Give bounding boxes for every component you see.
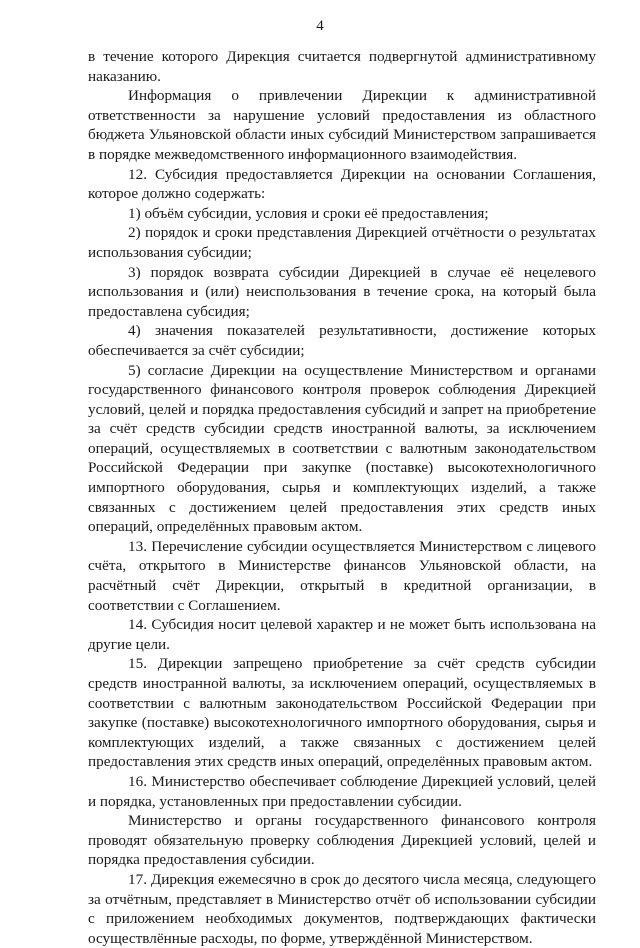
list-item-2: 2) порядок и сроки представления Дирекцией отчётности о результатах использования субсидии; (88, 224, 596, 261)
paragraph-16: 16. Министерство обеспечивает соблюдение Дирекцией условий, целей и порядка, установленных при предоставлении субсидии. (88, 772, 596, 810)
paragraph-16-continued: Министерство и органы государственного финансового контроля проводят обязательную проверку соблюдения Дирекцией условий, целей и порядка предоставления субсидии. (88, 812, 596, 869)
paragraph-13: 13. Перечисление субсидии осуществляется Министерством с лицевого счёта, открытого в Министерстве финансов Ульяновской области, на расчётный счёт Дирекции, открытый в кредитной организации, в соответствии с Соглашением. (88, 537, 596, 614)
paragraph-14: 14. Субсидия носит целевой характер и не может быть использована на другие цели. (88, 616, 596, 653)
paragraph-information: Информация о привлечении Дирекции к административной ответственности за нарушение условий предоставления из областного бюджета Ульяновской области иных субсидий Министерством запрашивается в порядке межведомственного информационного взаимодействия. (88, 87, 596, 163)
document-body (88, 47, 596, 948)
list-item-5: 5) согласие Дирекции на осуществление Министерством и органами государственного финансового контроля проверок соблюдения Дирекцией условий, целей и порядка предоставления субсидий и запрет на приобретение за счёт средств субсидии средств иностранной валюты, за исключением операций, осуществляемых в соответствии с валютным законодательством Российской Федерации при закупке (поставке) высокотехнологичного импортного оборудования, сырья и комплектующих изделий, а также связанных с достижением целей предоставления этих средств иных операций, определённых правовым актом. (88, 361, 596, 536)
paragraph-17: 17. Дирекция ежемесячно в срок до десятого числа месяца, следующего за отчётным, представляет в Министерство отчёт об использовании субсидии с приложением необходимых документов, подтверждающих фактически осуществлённые расходы, по форме, утверждённой Министерством. (88, 870, 596, 947)
page-number: 4 (316, 18, 324, 34)
list-item-4: 4) значения показателей результативности, достижение которых обеспечивается за счёт субсидии; (88, 322, 596, 359)
paragraph-12: 12. Субсидия предоставляется Дирекции на основании Соглашения, которое должно содержать: (88, 165, 596, 203)
list-item-1: 1) объём субсидии, условия и сроки её предоставления; (128, 204, 489, 222)
paragraph-15: 15. Дирекции запрещено приобретение за счёт средств субсидии средств иностранной валюты, за исключением операций, осуществляемых в соответствии с валютным законодательством Российской Федерации при закупке (поставке) высокотехнологичного импортного оборудования, сырья и комплектующих изделий, а также связанных с достижением целей предоставления этих средств иных операций, определённых правовым актом. (88, 655, 596, 771)
paragraph-continuation: в течение которого Дирекция считается подвергнутой административному наказанию. (88, 48, 596, 85)
list-item-3: 3) порядок возврата субсидии Дирекцией в случае её нецелевого использования и (или) неиспользования в течение срока, на который была предоставлена субсидия; (88, 263, 596, 320)
